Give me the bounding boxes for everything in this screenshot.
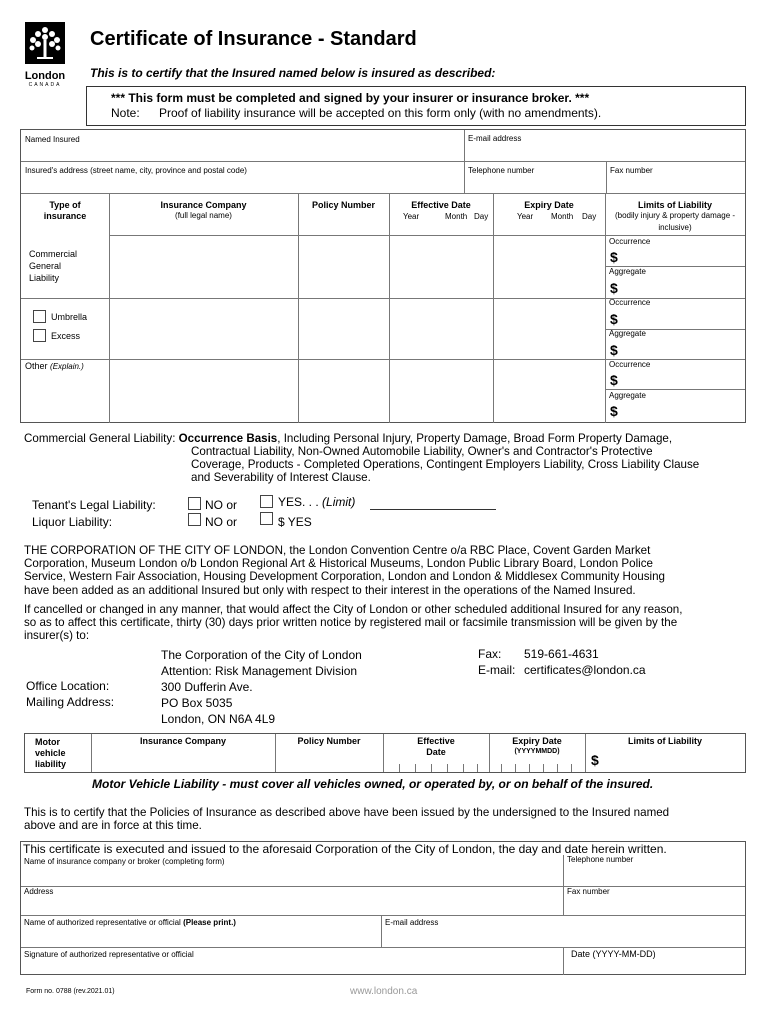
address-line: 300 Dufferin Ave. <box>161 680 253 694</box>
motor-label-line: liability <box>35 759 67 769</box>
aggregate-dollar[interactable]: $ <box>610 280 618 296</box>
office-location-label: Office Location: <box>26 679 110 693</box>
address-line: Attention: Risk Management Division <box>161 664 358 678</box>
motor-expiry-header: Expiry Date <box>512 736 562 746</box>
address-line: The Corporation of the City of London <box>161 648 362 662</box>
address-label: Insured's address (street name, city, province and postal code) <box>25 166 247 175</box>
excess-checkbox[interactable] <box>33 329 46 342</box>
limit-input-line[interactable] <box>370 508 496 510</box>
para-line: so as to affect this certificate, thirty (30) days prior written notice by registered mail or facsimile transmission will be given by the <box>24 616 678 630</box>
limits-header: Limits of Liability <box>637 200 712 210</box>
cgl-line4: and Severability of Interest Clause. <box>191 471 371 485</box>
aggregate-dollar[interactable]: $ <box>610 342 618 358</box>
fax-contact-label: Fax: <box>478 647 502 661</box>
exp-month: Month <box>551 212 574 221</box>
executed-text: This certificate is executed and issued to the aforesaid Corporation of the City of London, the day and date herein written. <box>23 842 667 856</box>
aggregate-dollar[interactable]: $ <box>610 403 618 419</box>
london-logo <box>20 22 70 88</box>
umbrella-label: Umbrella <box>51 312 88 322</box>
email-contact-label: E-mail: <box>478 663 516 677</box>
effective-header: Effective Date <box>411 200 471 210</box>
fax-field[interactable] <box>608 178 744 192</box>
para-line: have been added as an additional Insured but only with respect to their interest in the operations of the Named Insured. <box>24 583 636 597</box>
occurrence-dollar[interactable]: $ <box>610 372 618 388</box>
liquor-no-checkbox[interactable] <box>188 513 201 526</box>
occurrence-dollar[interactable]: $ <box>610 249 618 265</box>
cgl-line: General <box>29 261 62 271</box>
occurrence-label: Occurrence <box>609 298 651 307</box>
motor-label-line: vehicle <box>35 748 66 758</box>
signoff-address-label: Address <box>24 887 54 896</box>
signoff-email-label: E-mail address <box>385 918 439 927</box>
other-label <box>25 361 84 371</box>
cgl-type-label <box>29 248 77 284</box>
signoff-fax-label: Fax number <box>567 887 610 896</box>
para-line: This is to certify that the Policies of Insurance as described above have been issued by the undersigned to the Insured named <box>24 806 670 819</box>
limits-sub1: (bodily injury & property damage - <box>614 211 736 220</box>
notice-text: *** This form must be completed and signed by your insurer or insurance broker. *** <box>111 91 590 105</box>
email-field[interactable] <box>466 146 744 160</box>
certify-paragraph <box>24 806 669 832</box>
limit-label: (Limit) <box>322 495 356 509</box>
signoff-email-field[interactable] <box>383 930 744 946</box>
occurrence-label: Occurrence <box>609 360 651 369</box>
type-of-label: Type of <box>49 200 81 210</box>
cgl-paragraph <box>24 432 672 445</box>
insurance-label: insurance <box>43 211 87 221</box>
motor-company-header: Insurance Company <box>139 736 227 746</box>
signature-field[interactable] <box>22 961 562 975</box>
telephone-field[interactable] <box>466 178 604 192</box>
tree-logo-icon <box>20 22 70 66</box>
email-label: E-mail address <box>468 134 522 143</box>
insured-info-grid <box>20 129 746 423</box>
effective-line: Date <box>426 747 446 757</box>
fax-label: Fax number <box>610 166 653 175</box>
signature-label: Signature of authorized representative or official <box>24 950 194 959</box>
date-label: Date (YYYY-MM-DD) <box>571 949 656 959</box>
signoff-telephone-field[interactable] <box>565 868 744 885</box>
expiry-header: Expiry Date <box>524 200 574 210</box>
form-number: Form no. 0788 (rev.2021.01) <box>26 988 115 995</box>
limits-sub2: inclusive) <box>658 223 692 232</box>
aggregate-label: Aggregate <box>609 391 646 400</box>
signoff-address-field[interactable] <box>22 898 562 914</box>
yes-prefix: YES. . . <box>278 495 319 509</box>
fax-contact-value: 519-661-4631 <box>524 647 599 661</box>
cgl-basis: Occurrence Basis <box>178 432 278 445</box>
liquor-label: Liquor Liability: <box>32 515 113 529</box>
company-header: Insurance Company <box>160 200 247 210</box>
eff-month: Month <box>445 212 468 221</box>
motor-dollar[interactable]: $ <box>591 752 599 768</box>
motor-limits-header: Limits of Liability <box>627 736 702 746</box>
rep-name-label <box>24 918 236 927</box>
cgl-line1: , Including Personal Injury, Property Damage, Broad Form Property Damage, <box>277 432 673 445</box>
motor-vehicle-table <box>24 733 746 773</box>
cgl-line3: Coverage, Products - Completed Operations, Contingent Employers Liability, Cross Liability Clause <box>191 458 700 472</box>
occurrence-dollar[interactable]: $ <box>610 311 618 327</box>
aggregate-label: Aggregate <box>609 329 646 338</box>
mailing-address-label: Mailing Address: <box>26 695 115 709</box>
notice-box <box>86 86 746 126</box>
page-title: Certificate of Insurance - Standard <box>90 28 417 50</box>
motor-must-cover: Motor Vehicle Liability - must cover all vehicles owned, or operated by, or on behalf of the insured. <box>92 777 654 791</box>
para-line: THE CORPORATION OF THE CITY OF LONDON, the London Convention Centre o/a RBC Place, Covent Garden Market <box>24 544 651 557</box>
effective-line: Effective <box>417 736 455 746</box>
website-link[interactable]: www.london.ca <box>350 986 418 997</box>
tenant-no-checkbox[interactable] <box>188 497 201 510</box>
telephone-label: Telephone number <box>468 166 535 175</box>
para-line: Service, Western Fair Association, Housing Development Corporation, London and London & Middlesex Community Housing <box>24 570 666 584</box>
rep-name-field[interactable] <box>22 930 380 946</box>
address-line: London, ON N6A 4L9 <box>161 712 276 726</box>
aggregate-label: Aggregate <box>609 267 646 276</box>
motor-expiry-format: (YYYYMMDD) <box>514 748 560 755</box>
tenant-no-label: NO or <box>205 498 238 512</box>
explain-text: (Explain.) <box>50 362 84 371</box>
page-subtitle: This is to certify that the Insured named below is insured as described: <box>90 66 496 80</box>
logo-sub: CANADA <box>28 82 62 88</box>
address-line: PO Box 5035 <box>161 696 233 710</box>
para-line: above and are in force at this time. <box>24 819 202 833</box>
para-line: insurer(s) to: <box>24 629 90 643</box>
cgl-label: Commercial General Liability: <box>24 432 176 445</box>
logo-name: London <box>24 70 66 82</box>
tenant-yes-checkbox[interactable] <box>260 495 273 508</box>
named-insured-label: Named Insured <box>25 135 80 144</box>
company-broker-field[interactable] <box>22 868 562 885</box>
office-address-block <box>161 647 362 727</box>
date-field[interactable] <box>565 961 744 975</box>
occurrence-label: Occurrence <box>609 237 651 246</box>
please-print: (Please print.) <box>183 918 236 927</box>
note-text: Proof of liability insurance will be accepted on this form only (with no amendments). <box>159 106 602 120</box>
cgl-continuation <box>191 445 699 485</box>
named-insured-field[interactable] <box>22 146 462 160</box>
email-contact-value[interactable]: certificates@london.ca <box>524 663 646 677</box>
liquor-yes-checkbox[interactable] <box>260 512 273 525</box>
cgl-line: Liability <box>29 273 60 283</box>
corporation-paragraph <box>24 544 665 597</box>
type-of-header <box>21 200 109 222</box>
company-subheader: (full legal name) <box>175 211 232 220</box>
eff-year: Year <box>403 212 420 221</box>
para-line: If cancelled or changed in any manner, that would affect the City of London or other scheduled additional Insured for any reason, <box>24 603 683 616</box>
tenant-yes-label <box>278 495 355 509</box>
motor-policy-header: Policy Number <box>297 736 361 746</box>
exp-year: Year <box>517 212 534 221</box>
signoff-telephone-label: Telephone number <box>567 855 634 864</box>
motor-label <box>35 737 66 770</box>
umbrella-checkbox[interactable] <box>33 310 46 323</box>
policy-header: Policy Number <box>311 200 376 210</box>
rep-name-text: Name of authorized representative or official <box>24 918 181 927</box>
motor-label-line: Motor <box>35 737 60 747</box>
tenant-label: Tenant's Legal Liability: <box>32 498 156 512</box>
para-line: Corporation, Museum London o/b London Regional Art & Historical Museums, London Public Library Board, London Police <box>24 557 654 571</box>
company-broker-label: Name of insurance company or broker (completing form) <box>24 857 225 866</box>
cancel-paragraph <box>24 603 682 643</box>
other-text: Other <box>25 361 48 371</box>
note-label: Note: <box>111 106 140 120</box>
cgl-line2: Contractual Liability, Non-Owned Automobile Liability, Owner's and Contractor's Protective <box>191 445 653 458</box>
excess-label: Excess <box>51 331 81 341</box>
cgl-line: Commercial <box>29 249 78 259</box>
address-field[interactable] <box>22 178 462 192</box>
liquor-no-label: NO or <box>205 515 238 529</box>
signoff-table <box>20 841 746 975</box>
signoff-fax-field[interactable] <box>565 898 744 914</box>
motor-effective-header <box>383 736 489 758</box>
eff-day: Day <box>474 212 489 221</box>
liquor-yes-label: $ YES <box>278 515 312 529</box>
exp-day: Day <box>582 212 597 221</box>
